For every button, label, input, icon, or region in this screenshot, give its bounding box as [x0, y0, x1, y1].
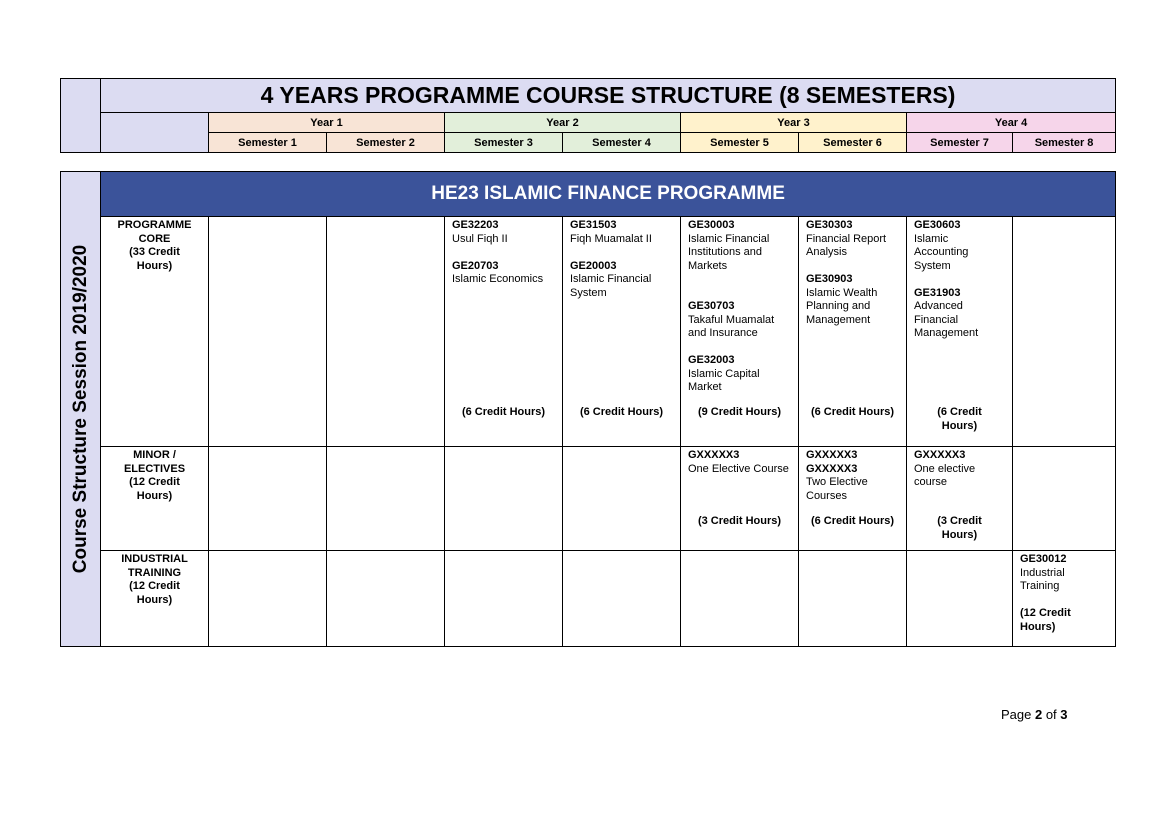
- category-line: PROGRAMME: [117, 219, 192, 231]
- category-line: INDUSTRIAL: [121, 553, 188, 565]
- minor-sem8-cell: [1013, 447, 1116, 551]
- course-structure-table: [60, 171, 1116, 647]
- course-name: Analysis: [806, 246, 847, 258]
- current-page: 2: [1034, 707, 1043, 722]
- semester-5-header: Semester 5: [681, 133, 799, 153]
- credit-hours: (12 Credit: [1020, 607, 1071, 619]
- course-name: Fiqh Muamalat II: [570, 232, 652, 245]
- course-code: GE30003: [688, 219, 735, 231]
- header-blank: [101, 113, 209, 153]
- course-code: GE31903: [914, 286, 961, 299]
- credit-hours: Hours): [941, 419, 978, 432]
- session-label: Course Structure Session 2019/2020: [69, 244, 91, 574]
- category-line: MINOR /: [133, 449, 176, 461]
- course-name: Markets: [688, 259, 728, 272]
- minor-sem7-cell: [907, 447, 1013, 551]
- session-side-label: [61, 172, 101, 647]
- minor-sem3-cell: [445, 447, 563, 551]
- programme-core-row: [61, 217, 1116, 447]
- industrial-sem3-cell: [445, 551, 563, 647]
- course-code: GXXXXX3: [688, 449, 740, 461]
- category-line: Hours): [136, 593, 173, 606]
- year-3-header: Year 3: [681, 113, 907, 133]
- course-name: Industrial: [1020, 566, 1065, 579]
- minor-sem5-cell: [681, 447, 799, 551]
- semester-2-header: Semester 2: [327, 133, 445, 153]
- course-code: GE31503: [570, 219, 617, 231]
- course-code: GE30012: [1020, 553, 1067, 565]
- core-sem1-cell: [209, 217, 327, 447]
- category-line: CORE: [138, 232, 171, 245]
- semester-3-header: Semester 3: [445, 133, 563, 153]
- year-1-header: Year 1: [209, 113, 445, 133]
- course-code: GE30603: [914, 219, 961, 231]
- semester-1-header: Semester 1: [209, 133, 327, 153]
- course-name: Takaful Muamalat: [688, 313, 775, 326]
- course-name: Islamic: [914, 232, 949, 245]
- category-minor-electives: [101, 447, 209, 551]
- credit-hours: (6 Credit Hours): [461, 406, 546, 418]
- semester-4-header: Semester 4: [563, 133, 681, 153]
- course-code: GE32203: [452, 219, 499, 231]
- credit-hours: (3 Credit: [937, 515, 982, 527]
- industrial-sem1-cell: [209, 551, 327, 647]
- course-name: course: [914, 476, 948, 488]
- course-code: GXXXXX3: [806, 449, 858, 461]
- industrial-sem7-cell: [907, 551, 1013, 647]
- course-name: Islamic Wealth: [806, 286, 878, 299]
- course-name: Islamic Capital: [688, 367, 760, 380]
- page-prefix: Page: [1001, 707, 1035, 722]
- minor-electives-row: [61, 447, 1116, 551]
- course-name: Institutions and: [688, 246, 762, 258]
- core-sem8-cell: [1013, 217, 1116, 447]
- course-name: and Insurance: [688, 327, 758, 339]
- year-2-header: Year 2: [445, 113, 681, 133]
- category-line: (12 Credit: [129, 476, 180, 488]
- course-name: System: [914, 259, 951, 272]
- credit-hours: Hours): [941, 528, 978, 541]
- category-line: Hours): [136, 489, 173, 502]
- core-sem4-cell: [563, 217, 681, 447]
- category-industrial-training: [101, 551, 209, 647]
- course-name: Usul Fiqh II: [452, 232, 508, 245]
- core-sem7-cell: [907, 217, 1013, 447]
- course-name: Islamic Financial: [688, 232, 770, 245]
- course-name: Islamic Economics: [452, 273, 544, 285]
- course-name: Financial: [914, 313, 959, 326]
- course-code: GE20003: [570, 259, 617, 272]
- course-code: GE32003: [688, 354, 735, 366]
- programme-title: HE23 ISLAMIC FINANCE PROGRAMME: [101, 172, 1116, 217]
- course-code: GXXXXX3: [806, 462, 858, 475]
- header-table: [60, 78, 1116, 153]
- total-pages: 3: [1060, 707, 1068, 722]
- course-code: GE30903: [806, 273, 853, 285]
- industrial-sem2-cell: [327, 551, 445, 647]
- course-name: Planning and: [806, 300, 871, 312]
- minor-sem4-cell: [563, 447, 681, 551]
- credit-hours: (6 Credit Hours): [810, 406, 895, 418]
- page-title: 4 YEARS PROGRAMME COURSE STRUCTURE (8 SEMESTERS): [101, 79, 1116, 113]
- core-sem6-cell: [799, 217, 907, 447]
- industrial-sem5-cell: [681, 551, 799, 647]
- category-line: (33 Credit: [129, 246, 180, 258]
- core-sem2-cell: [327, 217, 445, 447]
- semester-7-header: Semester 7: [907, 133, 1013, 153]
- course-name: Advanced: [914, 300, 963, 312]
- course-code: GE30303: [806, 219, 853, 231]
- semester-8-header: Semester 8: [1013, 133, 1116, 153]
- minor-sem6-cell: [799, 447, 907, 551]
- course-name: Market: [688, 381, 722, 393]
- industrial-sem8-cell: [1013, 551, 1116, 647]
- category-programme-core: [101, 217, 209, 447]
- course-code: GXXXXX3: [914, 449, 966, 461]
- core-sem3-cell: [445, 217, 563, 447]
- course-name: Islamic Financial: [570, 273, 652, 285]
- page-of: of: [1042, 707, 1061, 722]
- course-name: Management: [914, 327, 979, 339]
- category-line: TRAINING: [127, 566, 182, 579]
- course-code: GE20703: [452, 259, 499, 272]
- course-name: Two Elective: [806, 476, 868, 488]
- header-corner: [61, 79, 101, 153]
- credit-hours: (9 Credit Hours): [697, 406, 782, 418]
- course-name: System: [570, 286, 607, 299]
- credit-hours: (6 Credit Hours): [579, 406, 664, 418]
- industrial-sem6-cell: [799, 551, 907, 647]
- credit-hours: (6 Credit: [937, 406, 982, 418]
- industrial-sem4-cell: [563, 551, 681, 647]
- course-name: Management: [806, 313, 871, 326]
- course-code: GE30703: [688, 300, 735, 312]
- category-line: Hours): [136, 259, 173, 272]
- credit-hours: (6 Credit Hours): [810, 515, 895, 527]
- category-line: ELECTIVES: [123, 462, 186, 475]
- course-name: Training: [1020, 580, 1060, 592]
- semester-6-header: Semester 6: [799, 133, 907, 153]
- course-name: One elective: [914, 462, 976, 475]
- core-sem5-cell: [681, 217, 799, 447]
- credit-hours: Hours): [1020, 620, 1056, 633]
- course-name: Courses: [806, 489, 847, 502]
- industrial-training-row: [61, 551, 1116, 647]
- page-number: [1001, 707, 1068, 722]
- minor-sem2-cell: [327, 447, 445, 551]
- course-name: Financial Report: [806, 232, 887, 245]
- credit-hours: (3 Credit Hours): [697, 515, 782, 527]
- category-line: (12 Credit: [129, 580, 180, 592]
- course-name: Accounting: [914, 246, 969, 258]
- course-name: One Elective Course: [688, 462, 789, 475]
- year-4-header: Year 4: [907, 113, 1116, 133]
- minor-sem1-cell: [209, 447, 327, 551]
